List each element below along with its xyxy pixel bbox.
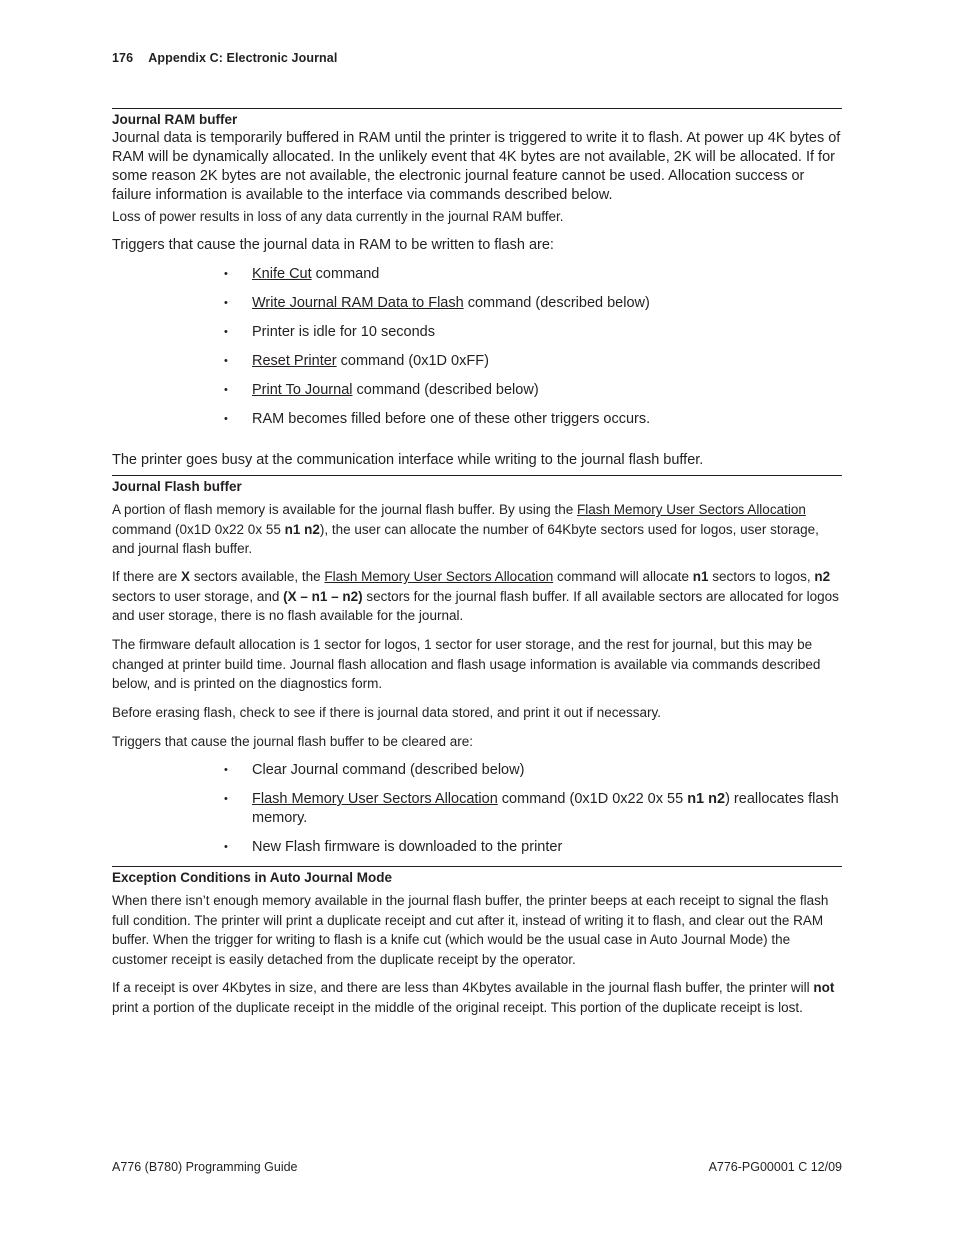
text: ) reallocates flash memory. <box>252 791 839 826</box>
bullet: • <box>224 384 228 396</box>
ram-heading: Journal RAM buffer <box>112 112 238 127</box>
text: If there are <box>112 569 182 584</box>
exception-paragraph-2 <box>112 978 842 1017</box>
footer-right: A776-PG00001 C 12/09 <box>708 1160 842 1174</box>
flash-paragraph-2 <box>112 567 842 626</box>
command-link: Knife Cut <box>252 266 312 282</box>
flash-paragraph-5 <box>112 732 842 752</box>
list-item <box>224 265 842 284</box>
ram-paragraph-2: Loss of power results in loss of any data currently in the journal RAM buffer. <box>112 209 564 224</box>
text: n1 n2 <box>687 791 726 807</box>
bullet: • <box>224 793 228 805</box>
page-header <box>112 51 337 65</box>
footer-left: A776 (B780) Programming Guide <box>112 1160 298 1174</box>
exception-heading: Exception Conditions in Auto Journal Mode <box>112 870 392 885</box>
text: command <box>311 266 380 282</box>
list-item <box>224 323 842 342</box>
ram-section <box>112 108 842 205</box>
bullet: • <box>224 841 228 853</box>
text: ), the user can allocate the number of 64Kbyte sectors used for logos, user storage, and journal flash buffer. <box>112 521 819 556</box>
text: command (0x1D 0x22 0x 55 <box>497 791 688 807</box>
flash-heading: Journal Flash buffer <box>112 479 242 494</box>
text: Clear Journal command (described below) <box>252 762 525 778</box>
list-item <box>224 838 842 857</box>
flash-paragraph-4 <box>112 703 842 723</box>
text: When there isn’t enough memory available in the journal flash buffer, the printer beeps at each receipt to signal the flash full condition. The printer will print a duplicate receipt and cut after it, instead of writing it to flash, and clear out the RAM buffer. When the trigger for writing to flash is a knife cut (which would be the usual case in Auto Journal Mode) the customer receipt is easily detached from the duplicate receipt by the operator. <box>112 893 829 967</box>
ram-paragraph-3: Triggers that cause the journal data in RAM to be written to flash are: <box>112 237 554 253</box>
flash-sectors-link: Flash Memory User Sectors Allocation <box>577 502 806 517</box>
bullet: • <box>224 413 228 425</box>
text: command (0x1D 0xFF) <box>336 353 489 369</box>
text: (X – n1 – n2) <box>283 588 363 604</box>
text: sectors available, the <box>190 569 325 584</box>
flash-paragraph-3 <box>112 635 842 694</box>
page-number: 176 <box>112 51 134 65</box>
flash-paragraph-1 <box>112 500 842 559</box>
text: command (described below) <box>463 295 650 311</box>
list-item <box>224 410 842 429</box>
text: sectors to user storage, and <box>112 588 284 604</box>
text: not <box>813 980 835 995</box>
text: New Flash firmware is downloaded to the printer <box>252 839 563 855</box>
bullet: • <box>224 268 228 280</box>
text: print a portion of the duplicate receipt in the middle of the original receipt. This portion of the duplicate receipt is lost. <box>112 999 803 1015</box>
text: command (described below) <box>352 382 539 398</box>
text: If a receipt is over 4Kbytes in size, and there are less than 4Kbytes available in the journal flash buffer, the printer will <box>112 980 814 995</box>
exception-section <box>112 866 842 887</box>
bullet: • <box>224 764 228 776</box>
command-link: Write Journal RAM Data to Flash <box>252 295 464 311</box>
flash-clear-list <box>224 761 842 857</box>
ram-trigger-list <box>224 265 842 439</box>
section-title: Appendix C: Electronic Journal <box>148 51 338 65</box>
bullet: • <box>224 355 228 367</box>
text: RAM becomes filled before one of these other triggers occurs. <box>252 411 651 427</box>
exception-paragraph-1 <box>112 891 842 969</box>
flash-sectors-link: Flash Memory User Sectors Allocation <box>324 569 554 584</box>
text: sectors to logos, <box>708 569 815 584</box>
list-item <box>224 294 842 313</box>
bullet: • <box>224 297 228 309</box>
command-link: Print To Journal <box>252 382 353 398</box>
text: n2 <box>814 569 831 584</box>
flash-sectors-link: Flash Memory User Sectors Allocation <box>252 791 498 807</box>
text: Triggers that cause the journal flash buffer to be cleared are: <box>112 734 473 749</box>
command-link: Reset Printer <box>252 353 337 369</box>
ram-paragraph-4: The printer goes busy at the communication interface while writing to the journal flash buffer. <box>112 452 704 468</box>
bullet: • <box>224 326 228 338</box>
text: n1 <box>692 569 709 584</box>
text: A portion of flash memory is available for the journal flash buffer. By using the <box>112 502 578 517</box>
text: X <box>181 569 191 584</box>
text: n1 n2 <box>284 521 320 537</box>
list-item <box>224 761 842 780</box>
ram-paragraph-1: Journal data is temporarily buffered in RAM until the printer is triggered to write it to flash. At power up 4K bytes of RAM will be dynamically allocated. In the unlikely event that 4K bytes are not available, 2K will be allocated. If for some reason 2K bytes are not available, the electronic journal feature cannot be used. Allocation success or failure information is available to the interface via commands described below. <box>112 130 841 203</box>
text: Before erasing flash, check to see if there is journal data stored, and print it out if necessary. <box>112 705 662 720</box>
list-item <box>224 352 842 371</box>
text: Printer is idle for 10 seconds <box>252 324 435 340</box>
ram-power-loss <box>112 207 842 226</box>
list-item <box>224 381 842 400</box>
ram-busy-note <box>112 451 842 470</box>
flash-section <box>112 475 842 496</box>
text: command (0x1D 0x22 0x 55 <box>112 521 285 537</box>
list-item <box>224 790 842 828</box>
text: command will allocate <box>553 569 693 584</box>
ram-triggers-intro <box>112 236 842 255</box>
text: sectors for the journal flash buffer. If all available sectors are allocated for logos and user storage, there is no flash available for the journal. <box>112 588 839 623</box>
text: The firmware default allocation is 1 sector for logos, 1 sector for user storage, and the rest for journal, but this may be changed at printer build time. Journal flash allocation and flash usage information is available via commands described below, and is printed on the diagnostics form. <box>112 637 821 691</box>
